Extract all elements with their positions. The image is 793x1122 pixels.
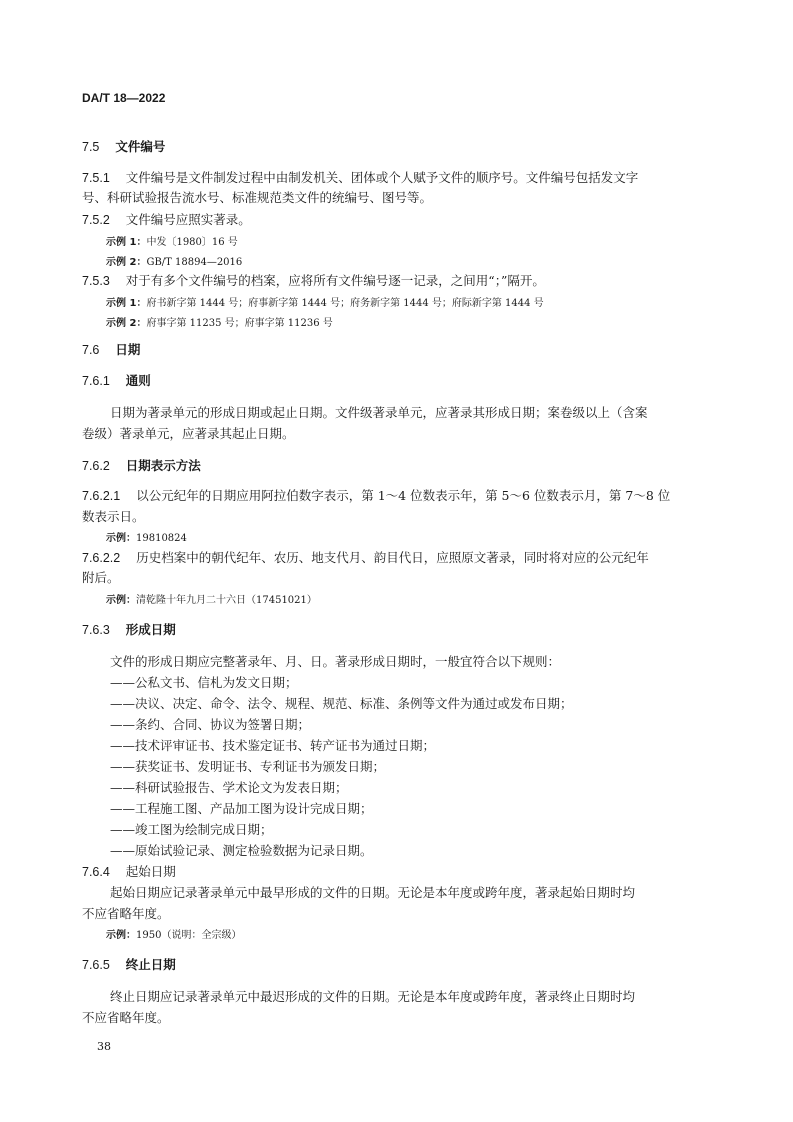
section-number: 7.5	[82, 140, 100, 154]
clause-title: 通则	[125, 373, 151, 388]
clause-text-cont: 数表示日。	[82, 509, 145, 524]
clause-number: 7.5.2	[82, 213, 110, 227]
example-line	[106, 928, 241, 944]
rule-item: ——公私文书、信札为发文日期；	[110, 675, 298, 690]
clause-7-6-1-heading	[82, 373, 151, 389]
clause-text-cont: 附后。	[82, 570, 120, 585]
section-7-6-heading	[82, 342, 140, 358]
clause-7-5-3	[82, 273, 545, 289]
example-value: 清乾隆十年九月二十六日（17451021）	[136, 595, 317, 606]
paragraph-cont: 不应省略年度。	[82, 906, 170, 921]
paragraph-cont: 不应省略年度。	[82, 1010, 170, 1025]
example-line	[106, 531, 187, 547]
example-value: GB/T 18894—2016	[146, 257, 243, 268]
example-label: 示例 2：	[106, 257, 147, 268]
clause-7-6-3-heading	[82, 622, 176, 638]
clause-title: 起始日期	[125, 864, 176, 879]
example-value: 19810824	[136, 533, 187, 544]
example-value: 中发〔1980〕16 号	[146, 237, 238, 248]
rule-item: ——原始试验记录、测定检验数据为记录日期。	[110, 843, 373, 858]
paragraph: 起始日期应记录著录单元中最早形成的文件的日期。无论是本年度或跨年度，著录起始日期时均	[110, 885, 636, 900]
example-label: 示例 1：	[106, 237, 147, 248]
rule-item: ——决议、决定、命令、法令、规程、规范、标准、条例等文件为通过或发布日期；	[110, 696, 573, 711]
clause-text: 文件编号应照实著录。	[125, 212, 251, 227]
rule-item: ——技术评审证书、技术鉴定证书、转产证书为通过日期；	[110, 738, 436, 753]
example-label: 示例：	[106, 595, 136, 606]
example-value: 府书新字第 1444 号；府事新字第 1444 号；府务新字第 1444 号；府际新字第 1444 号	[146, 298, 544, 309]
example-line	[106, 255, 242, 271]
clause-number: 7.5.3	[82, 274, 110, 288]
paragraph-cont: 卷级）著录单元，应著录其起止日期。	[82, 426, 295, 441]
rule-item: ——条约、合同、协议为签署日期；	[110, 717, 311, 732]
example-label: 示例 2：	[106, 318, 147, 329]
section-number: 7.6	[82, 343, 100, 357]
section-title: 日期	[115, 342, 141, 357]
clause-title: 日期表示方法	[125, 458, 201, 473]
example-value: 1950（说明：全宗级）	[136, 930, 242, 941]
clause-title: 形成日期	[125, 622, 176, 637]
rule-item: ——科研试验报告、学术论文为发表日期；	[110, 780, 348, 795]
example-label: 示例：	[106, 533, 136, 544]
rule-item: ——获奖证书、发明证书、专利证书为颁发日期；	[110, 759, 386, 774]
paragraph: 文件的形成日期应完整著录年、月、日。著录形成日期时，一般宜符合以下规则：	[110, 654, 561, 669]
clause-7-6-2-heading	[82, 458, 201, 474]
example-label: 示例 1：	[106, 298, 147, 309]
clause-text: 对于有多个文件编号的档案，应将所有文件编号逐一记录，之间用“；”隔开。	[125, 273, 545, 288]
standard-id-header: DA/T 18—2022	[82, 91, 166, 105]
paragraph: 日期为著录单元的形成日期或起止日期。文件级著录单元，应著录其形成日期；案卷级以上（含案	[110, 405, 648, 420]
clause-number: 7.6.1	[82, 374, 110, 388]
example-label: 示例：	[106, 930, 136, 941]
clause-7-6-2-1	[82, 488, 670, 504]
clause-number: 7.6.2.1	[82, 489, 121, 503]
example-line	[106, 296, 544, 312]
clause-text: 以公元纪年的日期应用阿拉伯数字表示，第 1～4 位数表示年，第 5～6 位数表示月，第 7～8 位	[136, 488, 671, 503]
paragraph: 终止日期应记录著录单元中最迟形成的文件的日期。无论是本年度或跨年度，著录终止日期时均	[110, 989, 636, 1004]
section-title: 文件编号	[115, 139, 166, 154]
clause-7-5-2	[82, 212, 251, 228]
example-line	[106, 235, 238, 251]
clause-number: 7.6.4	[82, 865, 110, 879]
clause-number: 7.6.3	[82, 623, 110, 637]
example-line	[106, 593, 317, 609]
page-number: 38	[97, 1040, 111, 1053]
clause-text: 文件编号是文件制发过程中由制发机关、团体或个人赋予文件的顺序号。文件编号包括发文字	[125, 170, 639, 185]
clause-number: 7.5.1	[82, 171, 110, 185]
clause-number: 7.6.5	[82, 958, 110, 972]
clause-7-6-5-heading	[82, 957, 176, 973]
clause-number: 7.6.2.2	[82, 551, 121, 565]
clause-7-6-4-heading	[82, 864, 176, 880]
clause-text: 历史档案中的朝代纪年、农历、地支代月、韵目代日，应照原文著录，同时将对应的公元纪年	[136, 550, 649, 565]
rule-item: ——竣工图为绘制完成日期；	[110, 822, 273, 837]
clause-7-6-2-2	[82, 550, 649, 566]
clause-title: 终止日期	[125, 957, 176, 972]
example-value: 府事字第 11235 号；府事字第 11236 号	[146, 318, 333, 329]
rule-item: ——工程施工图、产品加工图为设计完成日期；	[110, 801, 373, 816]
example-line	[106, 316, 333, 332]
section-7-5-heading	[82, 139, 165, 155]
clause-7-5-1	[82, 170, 638, 186]
clause-7-5-1-cont: 号、科研试验报告流水号、标准规范类文件的统编号、图号等。	[82, 190, 433, 205]
clause-number: 7.6.2	[82, 459, 110, 473]
